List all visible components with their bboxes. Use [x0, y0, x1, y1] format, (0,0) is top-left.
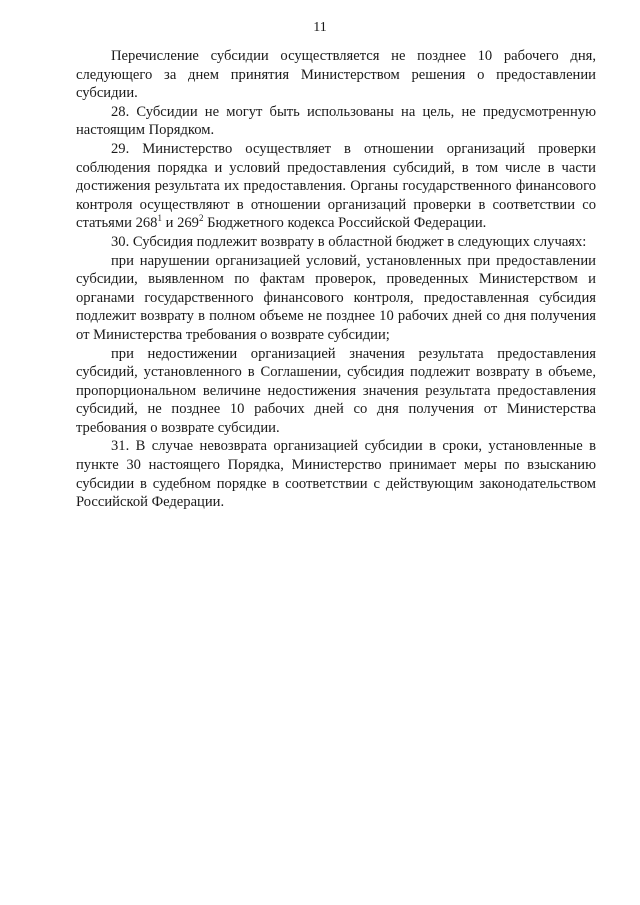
paragraph-29-text-1: 29. Министерство осуществляет в отношении организаций проверки соблюдения порядка и условий предоставления субсидий, в том числе в части достижения результата их предоставления. Органы государственного финансового контроля осуществляют в отношении организаций проверки в соответствии со статьями 268 — [76, 140, 596, 232]
paragraph-31: 31. В случае невозврата организацией субсидии в сроки, установленные в пункте 30 настоящего Порядка, Министерство принимает меры по взысканию субсидии в судебном порядке в соответствии с действующим законодательством Российской Федерации. — [76, 438, 596, 511]
paragraph-subsidy-transfer: Перечисление субсидии осуществляется не позднее 10 рабочего дня, следующего за днем принятия Министерством решения о предоставлении субсидии. — [76, 48, 596, 102]
document-body — [76, 47, 596, 512]
paragraph-30-case-violation: при нарушении организацией условий, установленных при предоставлении субсидии, выявленном по фактам проверок, проведенных Министерством и органами государственного финансового контроля, предоставленная субсидия подлежит возврату в полном объеме не позднее 10 рабочих дней со дня получения от Министерства требования о возврате субсидии; — [76, 252, 596, 343]
footnote-superscript: 1 — [157, 213, 162, 224]
footnote-superscript: 2 — [198, 213, 204, 224]
paragraph-29 — [76, 140, 596, 233]
paragraph-28: 28. Субсидии не могут быть использованы на цель, не предусмотренную настоящим Порядком. — [76, 103, 596, 139]
paragraph-29-text-3: Бюджетного кодекса Российской Федерации. — [203, 215, 487, 232]
paragraph-30: 30. Субсидия подлежит возврату в областной бюджет в следующих случаях: — [111, 233, 587, 250]
paragraph-30-case-underachievement: при недостижении организацией значения результата предоставления субсидий, установленного в Соглашении, субсидия подлежит возврату в объеме, пропорциональном величине недостижения значения результата предоставления субсидий, не позднее 10 рабочих дней со дня получения от Министерства требования о возврате субсидии. — [76, 345, 596, 436]
paragraph-29-text-2: и 269 — [161, 215, 199, 232]
page-number: 11 — [313, 20, 327, 35]
